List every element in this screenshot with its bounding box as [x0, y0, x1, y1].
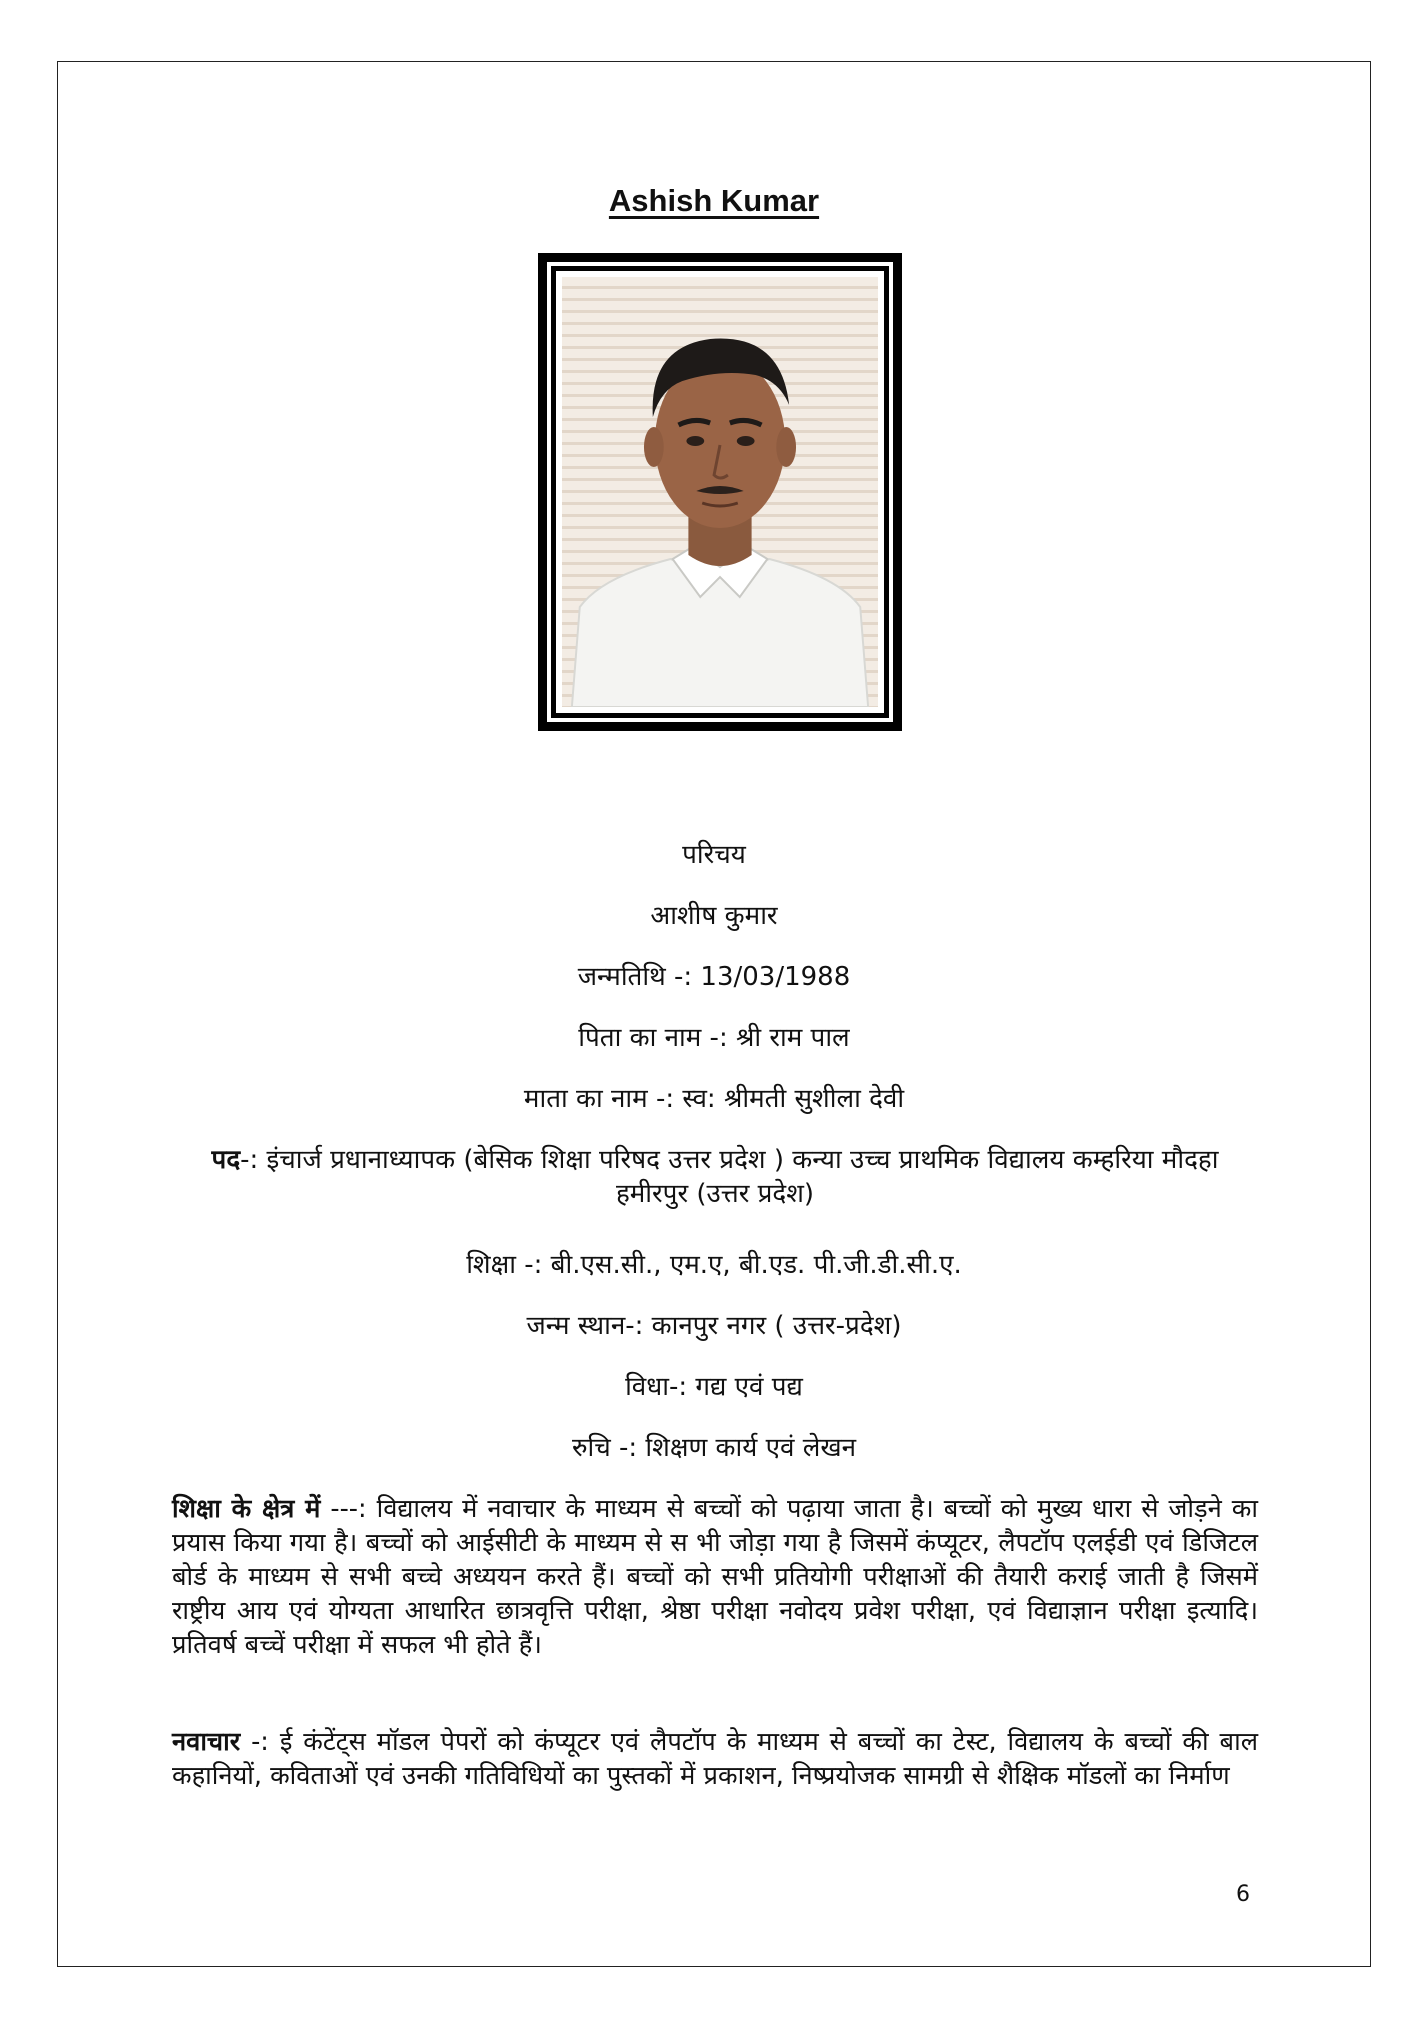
education-field-label: शिक्षा के क्षेत्र में	[172, 1494, 321, 1524]
education-field-paragraph	[172, 1492, 1258, 1662]
page-title: Ashish Kumar	[608, 183, 820, 218]
mother-name: माता का नाम -: स्व: श्रीमती सुशीला देवी	[523, 1084, 905, 1114]
birthplace: जन्म स्थान-: कानपुर नगर ( उत्तर-प्रदेश)	[526, 1311, 902, 1341]
intro-heading: परिचय	[682, 840, 746, 870]
portrait-illustration	[562, 277, 878, 707]
portrait-photo	[562, 277, 878, 707]
person-name-hindi: आशीष कुमार	[650, 901, 778, 931]
post-label: पद	[211, 1145, 241, 1175]
innovation-text: -: ई कंटेंट्स मॉडल पेपरों को कंप्यूटर एवं लैपटॉप के माध्यम से बच्चों का टेस्ट, विद्यालय के बच्चों की बाल कहानियों, कविताओं एवं उनकी गतिविधियों का पुस्तकों में प्रकाशन, निष्प्रयोजक सामग्री से शैक्षिक मॉडलों का निर्माण	[172, 1727, 1258, 1791]
post-text: -: इंचार्ज प्रधानाध्यापक (बेसिक शिक्षा परिषद उत्तर प्रदेश ) कन्या उच्च प्राथमिक विद्यालय कम्हरिया मौदहा हमीरपुर (उत्तर प्रदेश)	[240, 1145, 1219, 1209]
post-paragraph	[172, 1143, 1258, 1211]
father-name: पिता का नाम -: श्री राम पाल	[578, 1023, 850, 1053]
education-field-text: ---: विद्यालय में नवाचार के माध्यम से बच्चों को पढ़ाया जाता है। बच्चों को मुख्य धारा से जोड़ने का प्रयास किया गया है। बच्चों को आईसीटी के माध्यम से स भी जोड़ा गया है जिसमें कंप्यूटर, लैपटॉप एलईडी एवं डिजिटल बोर्ड के माध्यम से सभी बच्चे अध्ययन करते हैं। बच्चों को सभी प्रतियोगी परीक्षाओं की तैयारी कराई जाती है जिसमें राष्ट्रीय आय एवं योग्यता आधारित छात्रवृत्ति परीक्षा, श्रेष्ठा परीक्षा नवोदय प्रवेश परीक्षा, एवं विद्याज्ञान परीक्षा इत्यादि। प्रतिवर्ष बच्चें परीक्षा में सफल भी होते हैं।	[172, 1494, 1258, 1660]
interest: रुचि -: शिक्षण कार्य एवं लेखन	[571, 1433, 857, 1463]
page-number: 6	[1236, 1882, 1250, 1907]
portrait-inner-border	[551, 266, 889, 718]
date-of-birth: जन्मतिथि -: 13/03/1988	[577, 962, 851, 992]
education-qualification: शिक्षा -: बी.एस.सी., एम.ए, बी.एड. पी.जी.डी.सी.ए.	[466, 1250, 962, 1280]
innovation-label: नवाचार	[172, 1727, 241, 1757]
innovation-paragraph	[172, 1725, 1258, 1793]
genre: विधा-: गद्य एवं पद्य	[625, 1372, 803, 1402]
portrait-frame	[538, 253, 902, 731]
